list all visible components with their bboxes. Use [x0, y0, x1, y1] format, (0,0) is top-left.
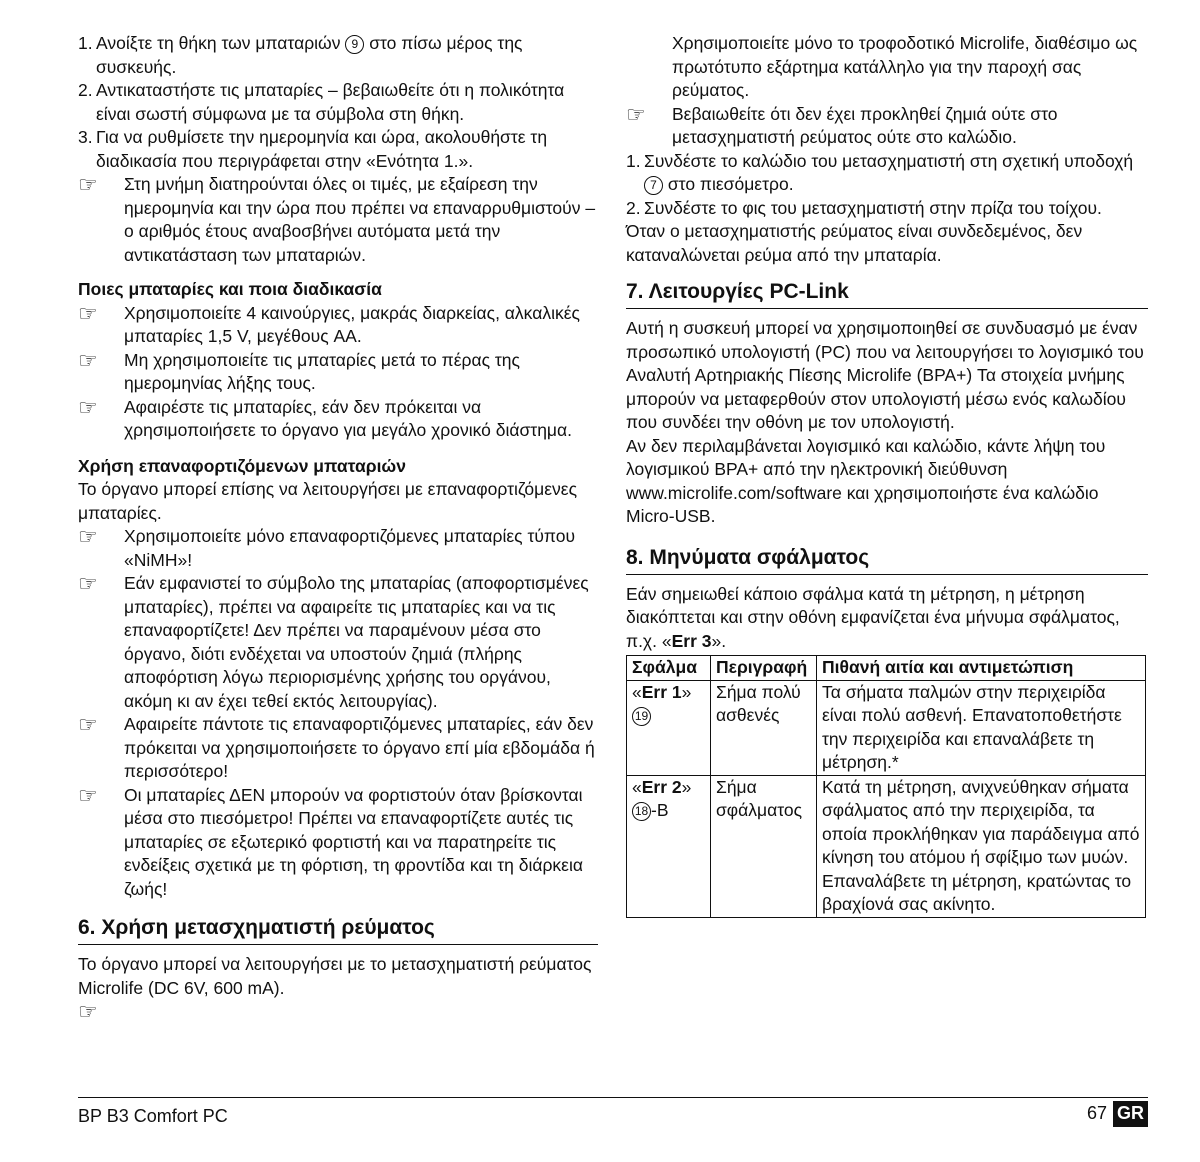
ref-number: 7 [644, 176, 663, 195]
column-header: Περιγραφή [711, 656, 817, 681]
rechargeable-intro: Το όργανο μπορεί επίσης να λειτουργήσει με επαναφορτιζόμενες μπαταρίες. [78, 479, 578, 523]
pointing-hand-icon: ☞ [78, 347, 98, 373]
table-header-row [627, 656, 1146, 681]
cause-cell: Κατά τη μέτρηση, ανιχνεύθηκαν σήματα σφάλματος από την περιχειρίδα, τα οποία προκλήθηκαν για παράδειγμα από κίνηση του ατόμου ή σφίξιμο των μυών. Επαναλάβετε τη μέτρηση, κρατώντας το βραχίονά σας ακίνητο. [817, 775, 1146, 917]
language-badge: GR [1113, 1101, 1148, 1127]
page-footer [78, 1097, 1148, 1130]
ref-number: 18 [632, 802, 651, 821]
section-6-text: Το όργανο μπορεί να λειτουργήσει με το μετασχηματιστή ρεύματος Microlife (DC 6V, 600 mA). [78, 954, 592, 998]
page-info [1087, 1101, 1148, 1127]
pointing-hand-icon: ☞ [78, 172, 98, 197]
description-cell: Σήμα πολύ ασθενές [711, 680, 817, 775]
pointing-hand-icon: ☞ [78, 394, 98, 420]
left-column [78, 32, 598, 1023]
adapter-step-2: 2. Συνδέστε το φις του μετασχηματιστή στην πρίζα του τοίχου. [626, 197, 1102, 218]
error-code-cell: «Err 1» 19 [627, 680, 711, 775]
pointing-hand-icon: ☞ [626, 101, 646, 127]
note-adapter-continued: Χρησιμοποιείτε μόνο το τροφοδοτικό Microlife, διαθέσιμο ως πρωτότυπο εξάρτημα κατάλληλο για την παροχή σας ρεύματος. [672, 33, 1138, 100]
adapter-step-1: 1. Συνδέστε το καλώδιο του μετασχηματιστή στη σχετική υποδοχή 7 στο πιεσόμετρο. [626, 150, 1134, 194]
cause-cell: Τα σήματα παλμών στην περιχειρίδα είναι πολύ ασθενή. Επανατοποθετήστε την περιχειρίδα και επαναλάβετε τη μέτρηση.* [817, 680, 1146, 775]
which-batteries-heading: Ποιες μπαταρίες και ποια διαδικασία [78, 279, 382, 299]
section-6-heading: 6. Χρήση μετασχηματιστή ρεύματος [78, 915, 598, 945]
note-list-item: ☞ Χρησιμοποιείτε μόνο επαναφορτιζόμενες μπαταρίες τύπου «NiMH»! [78, 525, 598, 572]
note-list-item: ☞ Εάν εμφανιστεί το σύμβολο της μπαταρίας (αποφορτισμένες μπαταρίες), πρέπει να αφαιρείτε τις μπαταρίες και να τις επαναφορτίζετε! Δεν πρέπει να παραμένουν μέσα στο όργανο, διότι ενδέχεται να υποστούν ζημιά (πλήρης αποφόρτιση λόγω περιορισμένης χρήσης του οργάνου, ακόμη κι αν έχει τεθεί εκτός λειτουργίας). [78, 572, 598, 713]
note-list-item: ☞ Μη χρησιμοποιείτε τις μπαταρίες μετά το πέρας της ημερομηνίας λήξης τους. [78, 349, 598, 396]
ref-number: 19 [632, 707, 651, 726]
column-header: Σφάλμα [627, 656, 711, 681]
note-adapter-start [78, 1000, 598, 1023]
note-list-item: ☞ Αφαιρείτε πάντοτε τις επαναφορτιζόμενες μπαταρίες, εάν δεν πρόκειται να χρησιμοποιήσετε το όργανο επί μία εβδομάδα ή περισσότερο! [78, 713, 598, 784]
table-row [627, 775, 1146, 917]
note-list-item: ☞ Χρησιμοποιείτε 4 καινούργιες, μακράς διαρκείας, αλκαλικές μπαταρίες 1,5 V, μεγέθους AA. [78, 302, 598, 349]
right-column [626, 32, 1148, 918]
note-list-item: ☞ Αφαιρέστε τις μπαταρίες, εάν δεν πρόκειται να χρησιμοποιήσετε το όργανο για μεγάλο χρονικό διάστημα. [78, 396, 598, 443]
description-cell: Σήμα σφάλματος [711, 775, 817, 917]
rechargeable-heading: Χρήση επαναφορτιζόμενων μπαταριών [78, 455, 406, 476]
section-7-paragraph-2: Αν δεν περιλαμβάνεται λογισμικό και καλώδιο, κάντε λήψη του λογισμικού BPA+ από την ηλεκτρονική διεύθυνση www.microlife.com/software και χρησιμοποιήστε ένα καλώδιο Micro-USB. [626, 435, 1106, 526]
section-8-heading: 8. Μηνύματα σφάλματος [626, 545, 1148, 575]
section-8-intro: Εάν σημειωθεί κάποιο σφάλμα κατά τη μέτρηση, η μέτρηση διακόπτεται και στην οθόνη εμφανίζεται ένα μήνυμα σφάλματος, π.χ. «Err 3». [626, 583, 1120, 651]
pointing-hand-icon: ☞ [78, 300, 98, 326]
note-adapter-damage: ☞ Βεβαιωθείτε ότι δεν έχει προκληθεί ζημιά ούτε στο μετασχηματιστή ρεύματος ούτε στο καλώδιο. [626, 103, 1148, 150]
section-7-heading: 7. Λειτουργίες PC-Link [626, 279, 1148, 309]
step-2: 2. Αντικαταστήστε τις μπαταρίες – βεβαιωθείτε ότι η πολικότητα είναι σωστή σύμφωνα με τα σύμβολα στη θήκη. [78, 80, 565, 124]
pointing-hand-icon: ☞ [78, 782, 98, 808]
adapter-final-text: Όταν ο μετασχηματιστής ρεύματος είναι συνδεδεμένος, δεν καταναλώνεται ρεύμα από την μπαταρία. [626, 221, 1083, 265]
step-1: 1. Ανοίξτε τη θήκη των μπαταριών 9 στο πίσω μέρος της συσκευής. [78, 33, 523, 77]
note-list-item: ☞ Οι μπαταρίες ΔΕΝ μπορούν να φορτιστούν όταν βρίσκονται μέσα στο πιεσόμετρο! Πρέπει να επαναφορτίζετε αυτές τις μπαταρίες σε εξωτερικό φορτιστή και να παρατηρείτε τις ενδείξεις σχετικά με τη φόρτιση, τη φροντίδα και τη διάρκεια ζωής! [78, 784, 598, 902]
column-header: Πιθανή αιτία και αντιμετώπιση [817, 656, 1146, 681]
section-7-paragraph-1: Αυτή η συσκευή μπορεί να χρησιμοποιηθεί σε συνδυασμό με έναν προσωπικό υπολογιστή (PC) που να λειτουργήσει το λογισμικό του Αναλυτή Αρτηριακής Πίεσης Microlife (BPA+) Τα στοιχεία μνήμης μπορούν να μεταφερθούν στον υπολογιστή μέσω ενός καλωδίου που συνδέει την οθόνη με τον υπολογιστή. [626, 318, 1144, 432]
page-number: 67 [1086, 1103, 1107, 1123]
model-name: BP B3 Comfort PC [78, 1106, 228, 1126]
pointing-hand-icon: ☞ [78, 571, 98, 596]
error-code-cell: «Err 2» 18 -B [627, 775, 711, 917]
pointing-hand-icon: ☞ [78, 712, 98, 737]
error-table [626, 655, 1146, 918]
step-3: 3. Για να ρυθμίσετε την ημερομηνία και ώρα, ακολουθήστε τη διαδικασία που περιγράφεται στην «Ενότητα 1.». [78, 127, 548, 171]
pointing-hand-icon: ☞ [78, 999, 98, 1024]
pointing-hand-icon: ☞ [78, 524, 98, 549]
note-memory: ☞ Στη μνήμη διατηρούνται όλες οι τιμές, με εξαίρεση την ημερομηνία και την ώρα που πρέπει να επαναρρυθμιστούν – ο αριθμός έτους αναβοσβήνει αυτόματα μετά την αντικατάσταση των μπαταριών. [78, 173, 598, 267]
ref-number: 9 [345, 35, 364, 54]
table-row [627, 680, 1146, 775]
